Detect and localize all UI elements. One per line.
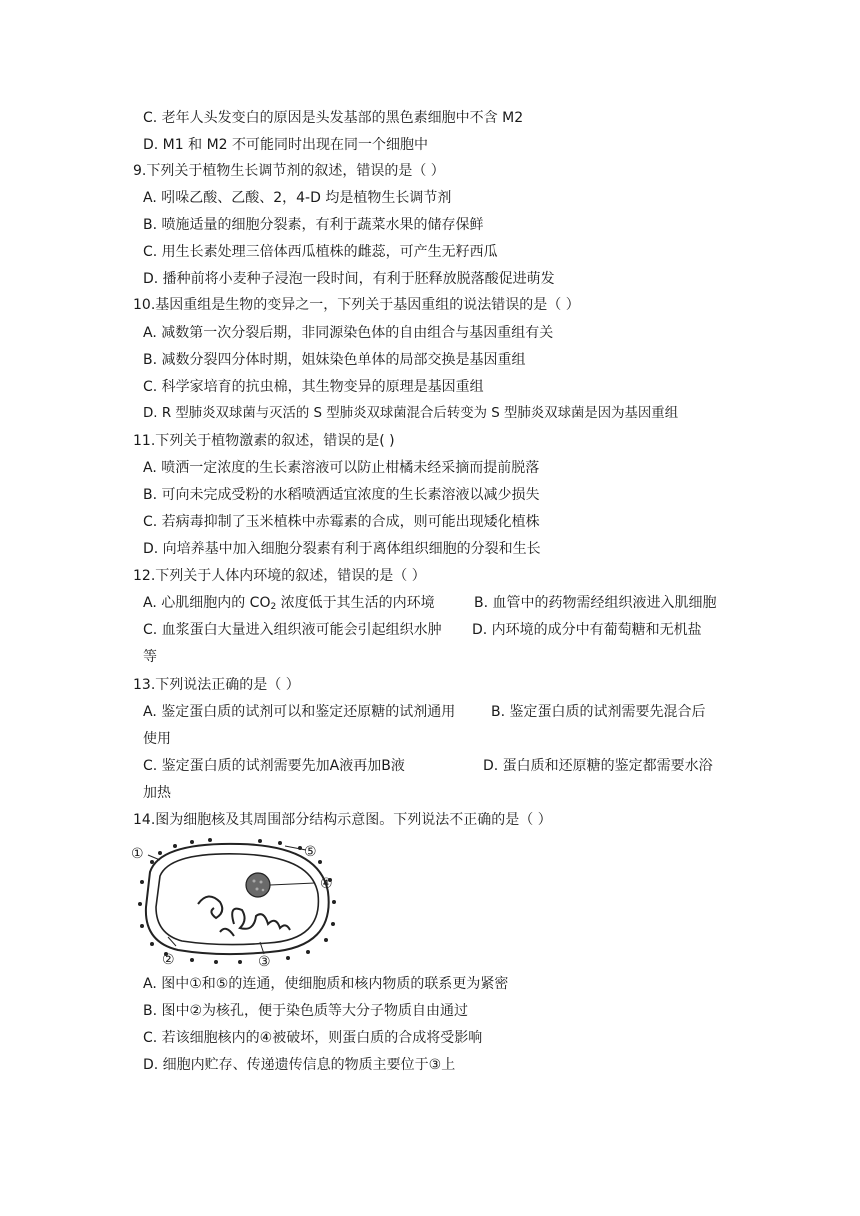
q13-option-a: A. 鉴定蛋白质的试剂可以和鉴定还原糖的试剂通用: [143, 704, 456, 720]
q11-option-a: A. 喷洒一定浓度的生长素溶液可以防止柑橘未经采摘而提前脱落: [143, 460, 540, 476]
q12-option-a: [143, 594, 435, 612]
q10-stem: 10.基因重组是生物的变异之一，下列关于基因重组的说法错误的是（ ）: [133, 297, 580, 313]
q9-option-a: A. 吲哚乙酸、乙酸、2，4-D 均是植物生长调节剂: [143, 190, 452, 206]
q14-stem: 14.图为细胞核及其周围部分结构示意图。下列说法不正确的是（ ）: [133, 812, 552, 828]
q10-option-b: B. 减数分裂四分体时期，姐妹染色单体的局部交换是基因重组: [143, 352, 526, 368]
label-3: ③: [258, 954, 271, 970]
nucleolus: [246, 873, 270, 897]
q12-option-b: B. 血管中的药物需经组织液进入肌细胞: [474, 595, 717, 611]
inner-membrane: [156, 854, 318, 945]
q8-option-c: C. 老年人头发变白的原因是头发基部的黑色素细胞中不含 M2: [143, 110, 524, 126]
q9-stem: 9.下列关于植物生长调节剂的叙述，错误的是（ ）: [133, 163, 445, 179]
q12-option-d: D. 内环境的成分中有葡萄糖和无机盐: [472, 622, 702, 638]
q12-option-a-subscript: 2: [270, 602, 277, 612]
q13-option-d-continued: 加热: [143, 785, 171, 801]
q13-option-d: D. 蛋白质和还原糖的鉴定都需要水浴: [483, 758, 713, 774]
q9-option-c: C. 用生长素处理三倍体西瓜植株的雌蕊，可产生无籽西瓜: [143, 244, 498, 260]
q11-stem: 11.下列关于植物激素的叙述，错误的是( ): [133, 433, 395, 449]
q11-option-b: B. 可向未完成受粉的水稻喷洒适宜浓度的生长素溶液以减少损失: [143, 487, 540, 503]
q12-stem: 12.下列关于人体内环境的叙述，错误的是（ ）: [133, 568, 426, 584]
q13-option-b-continued: 使用: [143, 731, 171, 747]
cell-nucleus-diagram: [130, 832, 360, 970]
q12-option-a-pre: A. 心肌细胞内的 CO: [143, 595, 271, 611]
q9-option-d: D. 播种前将小麦种子浸泡一段时间，有利于胚释放脱落酸促进萌发: [143, 271, 555, 287]
q14-option-c: C. 若该细胞核内的④被破坏，则蛋白质的合成将受影响: [143, 1030, 483, 1046]
q9-option-b: B. 喷施适量的细胞分裂素，有利于蔬菜水果的储存保鲜: [143, 217, 484, 233]
q13-stem: 13.下列说法正确的是（ ）: [133, 677, 300, 693]
q12-option-d-continued: 等: [143, 649, 157, 665]
label-4: ④: [320, 876, 333, 892]
label-2: ②: [162, 952, 175, 968]
q14-option-d: D. 细胞内贮存、传递遗传信息的物质主要位于③上: [143, 1057, 456, 1073]
q11-option-c: C. 若病毒抑制了玉米植株中赤霉素的合成，则可能出现矮化植株: [143, 514, 540, 530]
q12-option-c: C. 血浆蛋白大量进入组织液可能会引起组织水肿: [143, 622, 442, 638]
label-5: ⑤: [304, 844, 317, 860]
q13-option-b: B. 鉴定蛋白质的试剂需要先混合后: [491, 704, 706, 720]
chromatin: [198, 896, 290, 936]
label-1: ①: [131, 846, 144, 862]
q8-option-d: D. M1 和 M2 不可能同时出现在同一个细胞中: [143, 137, 429, 153]
q11-option-d: D. 向培养基中加入细胞分裂素有利于离体组织细胞的分裂和生长: [143, 541, 541, 557]
q13-option-c: C. 鉴定蛋白质的试剂需要先加A液再加B液: [143, 758, 405, 774]
q14-option-b: B. 图中②为核孔，便于染色质等大分子物质自由通过: [143, 1003, 469, 1019]
q14-option-a: A. 图中①和⑤的连通，使细胞质和核内物质的联系更为紧密: [143, 976, 509, 992]
q12-option-a-post: 浓度低于其生活的内环境: [276, 595, 435, 611]
q10-option-a: A. 减数第一次分裂后期，非同源染色体的自由组合与基因重组有关: [143, 325, 554, 341]
q10-option-d: D. R 型肺炎双球菌与灭活的 S 型肺炎双球菌混合后转变为 S 型肺炎双球菌是因为基因重组: [143, 406, 679, 421]
q10-option-c: C. 科学家培育的抗虫棉，其生物变异的原理是基因重组: [143, 379, 484, 395]
